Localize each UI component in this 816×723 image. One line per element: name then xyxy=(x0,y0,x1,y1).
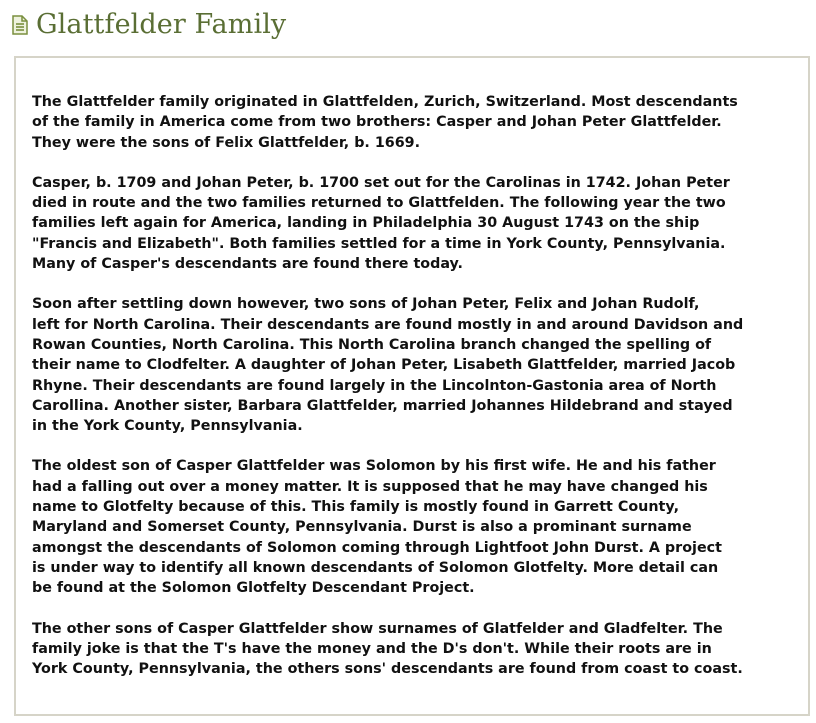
paragraph-north-carolina: Soon after settling down however, two sons of Johan Peter, Felix and Johan Rudolf, left for North Carolina. Their descendants are found mostly in and around Davidson and Rowan Counties, North Carolina. This North Carolina branch changed the spelling of their name to Clodfelter. A daughter of Johan Peter, Lisabeth Glattfelder, married Jacob Rhyne. Their descendants are found largely in the Lincolnton-Gastonia area of North Carollina. Another sister, Barbara Glattfelder, married Johannes Hildebrand and stayed in the York County, Pennsylvania. xyxy=(32,296,744,435)
paragraph-origin: The Glattfelder family originated in Glattfelden, Zurich, Switzerland. Most descendants of the family in America come from two brothers: Casper and Johan Peter Glattfelder. They were the sons of Felix Glattfelder, b. 1669. xyxy=(32,94,738,151)
page-header xyxy=(12,4,286,44)
paragraph-solomon: The oldest son of Casper Glattfelder was Solomon by his first wife. He and his father had a falling out over a money matter. It is supposed that he may have changed his name to Glotfelty because of this. This family is mostly found in Garrett County, Maryland and Somerset County, Pennsylvania. Durst is also a prominant surname amongst the descendants of Solomon coming through Lightfoot John Durst. A project is under way to identify all known descendants of Solomon Glotfelty. More detail can be found at the Solomon Glotfelty Descendant Project. xyxy=(32,458,722,597)
paragraph-emigration: Casper, b. 1709 and Johan Peter, b. 1700 set out for the Carolinas in 1742. Johan Peter died in route and the two families returned to Glattfelden. The following year the two families left again for America, landing in Philadelphia 30 August 1743 on the ship "Francis and Elizabeth". Both families settled for a time in York County, Pennsylvania. Many of Casper's descendants are found there today. xyxy=(32,174,730,273)
paragraph-other-sons: The other sons of Casper Glattfelder show surnames of Glatfelder and Gladfelter. The family joke is that the T's have the money and the D's don't. While their roots are in York County, Pennsylvania, the others sons' descendants are found from coast to coast. xyxy=(32,620,743,678)
document-icon xyxy=(12,15,28,35)
article-body xyxy=(32,92,804,699)
page-title: Glattfelder Family xyxy=(36,8,287,40)
content-box xyxy=(14,56,810,716)
